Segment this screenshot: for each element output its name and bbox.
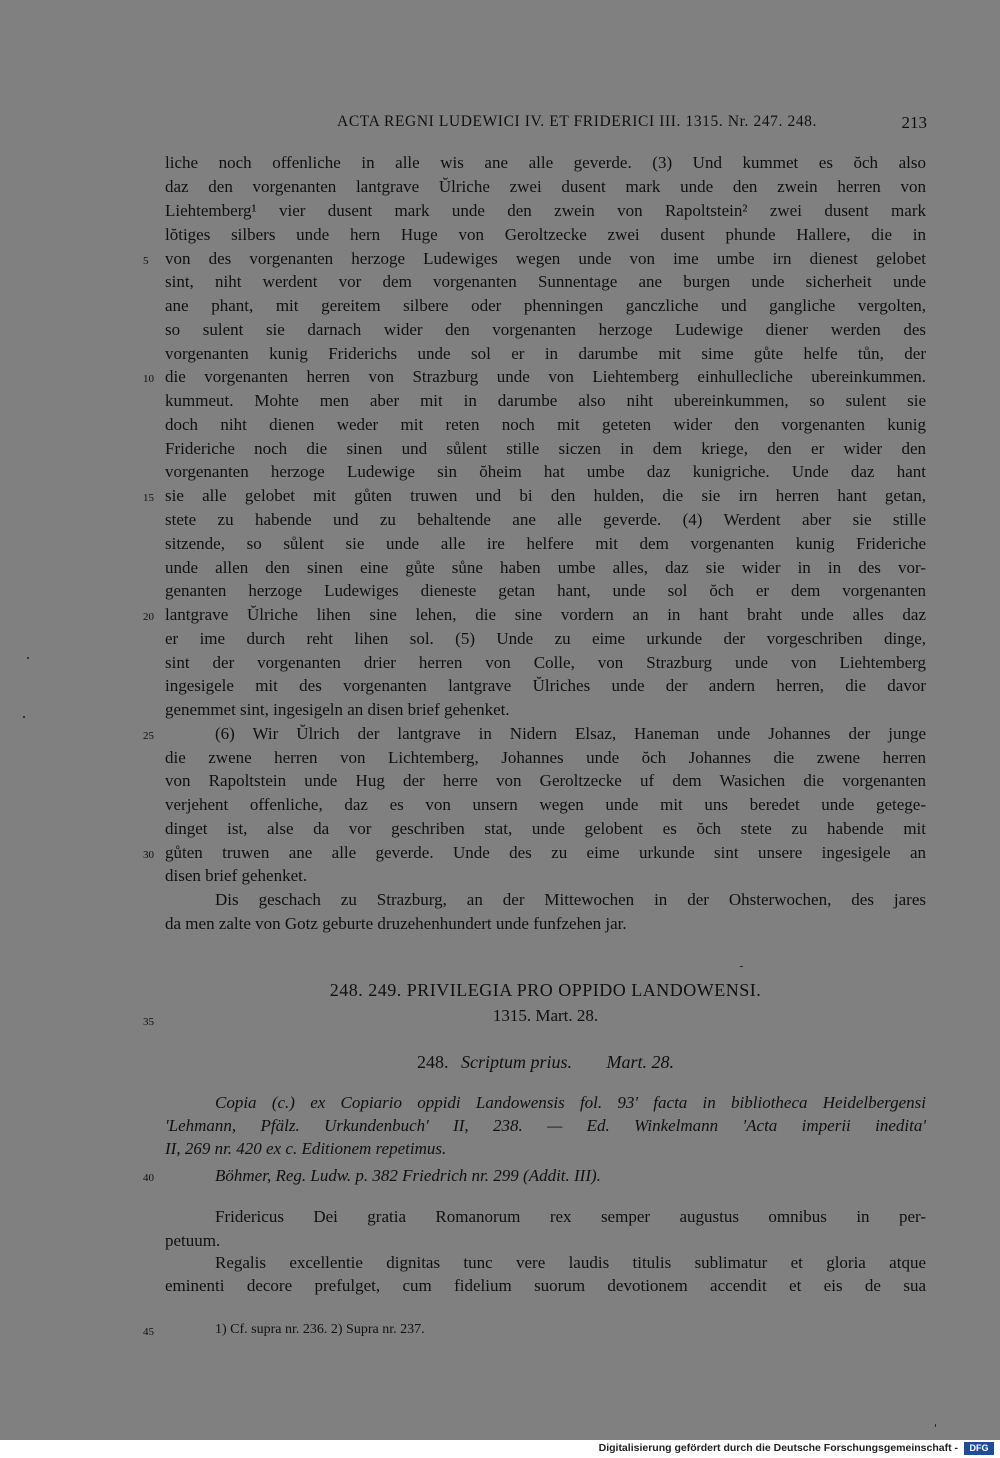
page-header xyxy=(165,113,927,137)
body-line: disen brief gehenket. xyxy=(165,866,308,885)
footnotes: 1) Cf. supra nr. 236. 2) Supra nr. 237. xyxy=(215,1322,425,1337)
body-line: von des vorgenanten herzoge Ludewiges wegen unde von ime umbe irn dienest gelobet xyxy=(165,249,926,268)
body-line: sint der vorgenanten drier herren von Colle, von Strazburg unde von Liehtemberg xyxy=(165,653,926,672)
body-line: Liehtemberg¹ vier dusent mark unde den zwein von Rapoltstein² zwei dusent mark xyxy=(165,201,926,220)
margin-line-number: 20 xyxy=(143,611,154,623)
apparatus-line: II, 269 nr. 420 ex c. Editionem repetimus. xyxy=(165,1139,447,1158)
body-line: so sulent sie darnach wider den vorgenanten herzoge Ludewige diener werden des xyxy=(165,320,926,339)
scan-speck xyxy=(23,716,25,718)
body-line: verjehent offenliche, daz es von unsern wegen unde mit uns beredet unde getege- xyxy=(165,795,926,814)
body-line: liche noch offenliche in alle wis ane alle geverde. (3) Und kummet es ŏch also xyxy=(165,153,926,172)
body-line: ingesigele mit des vorgenanten lantgrave Ŭlriches unde der andern herren, die davor xyxy=(165,676,926,695)
body-line: lantgrave Ŭlriche lihen sine lehen, die sine vordern an in hant braht unde alles daz xyxy=(165,605,926,624)
body-line: doch niht dienen weder mit reten noch mit geteten wider den vorgenanten kunig xyxy=(165,415,926,434)
document-text-line: Regalis excellentie dignitas tunc vere laudis titulis sublimatur et gloria atque xyxy=(215,1253,926,1272)
body-line: Dis geschach zu Strazburg, an der Mittewochen in der Ohsterwochen, des jares xyxy=(215,890,926,909)
body-line: sint, niht werdent vor dem vorgenanten Sunnentage ane burgen unde sicherheit unde xyxy=(165,272,926,291)
body-line: da men zalte von Gotz geburte druzehenhundert unde funfzehen jar. xyxy=(165,914,627,933)
margin-line-number: 40 xyxy=(143,1172,154,1184)
body-line: genanten herzoge Ludewiges dieneste getan hant, unde sol ŏch er dem vorgenanten xyxy=(165,581,926,600)
page-number: 213 xyxy=(901,113,927,132)
margin-line-number: 35 xyxy=(143,1016,154,1028)
document-text-line: eminenti decore prefulget, cum fidelium suorum devotionem accendit et eis de sua xyxy=(165,1276,926,1295)
body-line: die vorgenanten herren von Strazburg unde von Liehtemberg einhullecliche ubereinkummen. xyxy=(165,367,926,386)
scan-speck xyxy=(27,657,29,659)
body-line: sie alle gelobet mit gůten truwen und bi den hulden, die sie irn herren hant getan, xyxy=(165,486,926,505)
body-line: ane phant, mit gereitem silbere oder phenningen ganczliche und gangliche vergolten, xyxy=(165,296,926,315)
margin-line-number: 15 xyxy=(143,492,154,504)
body-line: von Rapoltstein unde Hug der herre von Geroltzecke uf dem Wasichen die vorgenanten xyxy=(165,771,926,790)
body-line: gůten truwen ane alle geverde. Unde des zu eime urkunde sint unsere ingesigele an xyxy=(165,843,926,862)
margin-line-number: 30 xyxy=(143,849,154,861)
margin-line-number: 25 xyxy=(143,730,154,742)
section-date: 1315. Mart. 28. xyxy=(492,1006,599,1025)
body-line: lŏtiges silbers unde hern Huge von Geroltzecke zwei dusent phunde Hallere, die in xyxy=(165,225,926,244)
margin-line-number: 5 xyxy=(143,255,149,267)
scan-speck xyxy=(740,966,743,967)
body-line: Frideriche noch die sinen und sůlent stille siczen in dem kriege, den er wider den xyxy=(165,439,926,458)
apparatus-line: 'Lehmann, Pfälz. Urkundenbuch' II, 238. — Ed. Winkelmann 'Acta imperii inedita' xyxy=(165,1116,926,1135)
body-line: daz den vorgenanten lantgrave Ŭlriche zwei dusent mark unde den zwein herren von xyxy=(165,177,926,196)
body-line: die zwene herren von Lichtemberg, Johannes unde ŏch Johannes die zwene herren xyxy=(165,748,926,767)
body-line: (6) Wir Ŭlrich der lantgrave in Nidern Elsaz, Haneman unde Johannes der junge xyxy=(215,724,926,743)
body-line: stete zu habende und zu behaltende ane alle geverde. (4) Werdent aber sie stille xyxy=(165,510,926,529)
scan-speck xyxy=(935,1424,936,1427)
section-title: 248. 249. PRIVILEGIA PRO OPPIDO LANDOWENSI. xyxy=(329,980,762,1000)
body-line: sitzende, so sůlent sie unde alle ire helfere mit dem vorgenanten kunig Frideriche xyxy=(165,534,926,553)
body-line: unde allen den sinen eine gůte sůne haben umbe alles, daz sie wider in in des vor- xyxy=(165,558,926,577)
document-number: 248. xyxy=(416,1052,449,1072)
body-line: kummeut. Mohte men aber mit in darumbe also niht ubereinkummen, so sulent sie xyxy=(165,391,926,410)
body-line: dinget ist, alse da vor geschriben stat, unde gelobent es ŏch stete zu habende mit xyxy=(165,819,926,838)
document-text-line: Fridericus Dei gratia Romanorum rex semper augustus omnibus in per- xyxy=(215,1207,926,1226)
document-date: Mart. 28. xyxy=(606,1052,674,1072)
running-head: ACTA REGNI LUDEWICI IV. ET FRIDERICI III. 1315. Nr. 247. 248. xyxy=(337,113,817,130)
funding-note: Digitalisierung gefördert durch die Deutsche Forschungsgemeinschaft - xyxy=(598,1442,958,1454)
body-line: genemmet sint, ingesigeln an disen brief gehenket. xyxy=(165,700,510,719)
apparatus-line: Copia (c.) ex Copiario oppidi Landowensis fol. 93' facta in bibliotheca Heidelbergensi xyxy=(215,1093,926,1112)
document-label: Scriptum prius. xyxy=(460,1052,572,1072)
dfg-logo[interactable]: DFG xyxy=(964,1442,994,1455)
body-line: er ime durch reht lihen sol. (5) Unde zu eime urkunde der vorgeschriben dinge, xyxy=(165,629,926,648)
margin-line-number: 10 xyxy=(143,373,154,385)
apparatus-line: Böhmer, Reg. Ludw. p. 382 Friedrich nr. 299 (Addit. III). xyxy=(215,1166,601,1185)
document-text-line: petuum. xyxy=(165,1231,221,1250)
funding-footer xyxy=(0,1440,1000,1458)
body-line: vorgenanten herzoge Ludewige sin ŏheim hat umbe daz kunigriche. Unde daz hant xyxy=(165,462,926,481)
document-heading xyxy=(165,1052,926,1073)
margin-line-number: 45 xyxy=(143,1326,154,1338)
body-line: vorgenanten kunig Friderichs unde sol er in darumbe mit sime gůte helfe tůn, der xyxy=(165,344,926,363)
